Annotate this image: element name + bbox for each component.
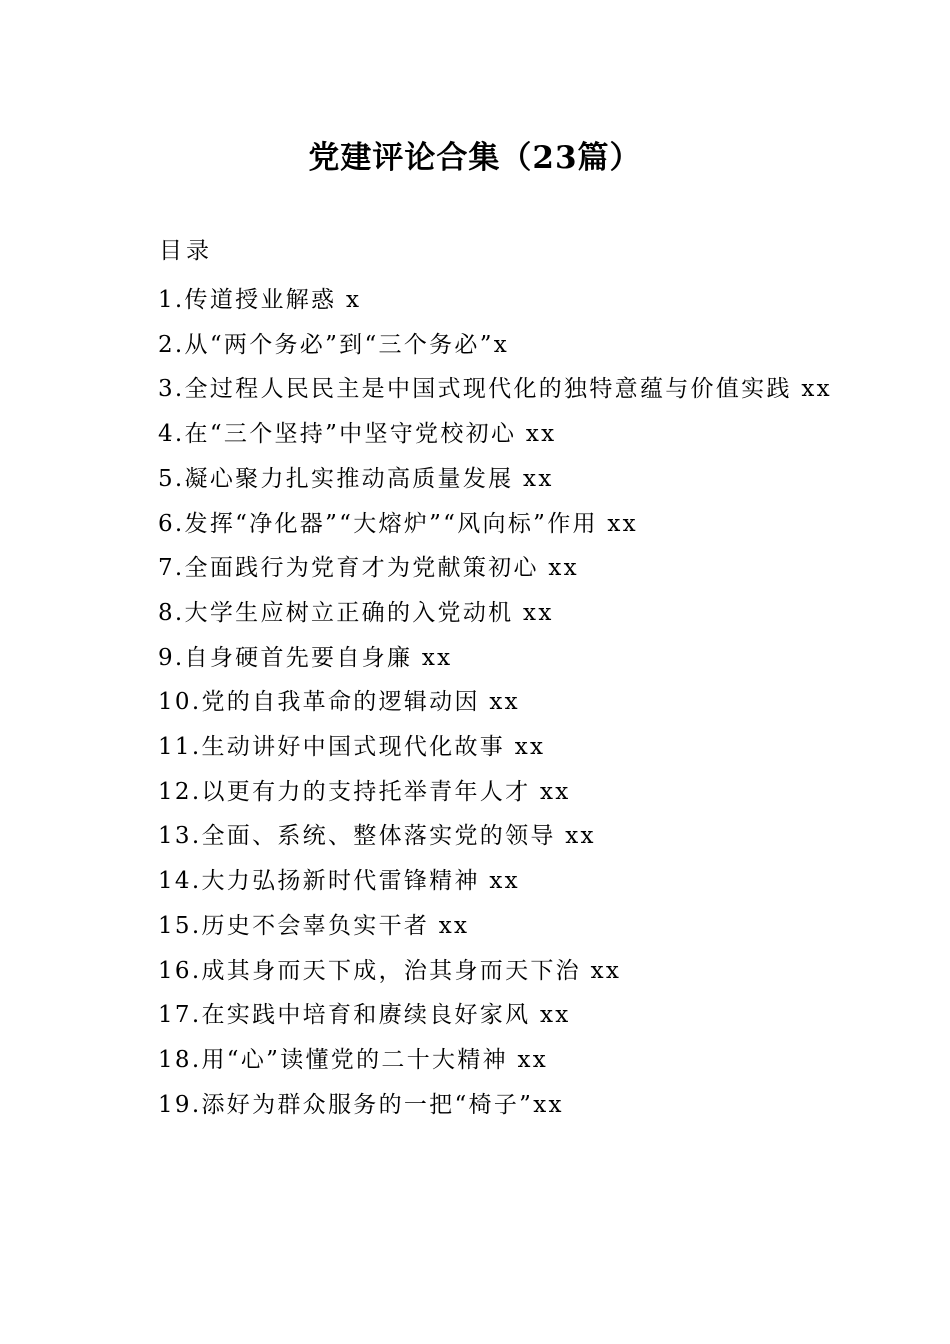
toc-item: 19.添好为群众服务的一把“椅子”xx	[158, 1091, 564, 1118]
toc-item: 14.大力弘扬新时代雷锋精神 xx	[158, 868, 520, 895]
toc-item: 13.全面、系统、整体落实党的领导 xx	[158, 823, 596, 850]
toc-item: 18.用“心”读懂党的二十大精神 xx	[158, 1046, 549, 1073]
toc-item: 1.传道授业解惑 x	[158, 287, 362, 313]
toc-item: 5.凝心聚力扎实推动高质量发展 xx	[158, 465, 554, 492]
toc-item: 3.全过程人民民主是中国式现代化的独特意蕴与价值实践 xx	[158, 376, 832, 403]
table-of-contents	[117, 278, 837, 1127]
toc-item: 8.大学生应树立正确的入党动机 xx	[158, 599, 554, 626]
toc-item: 16.成其身而天下成，治其身而天下治 xx	[158, 957, 622, 984]
toc-item: 7.全面践行为党育才为党献策初心 xx	[158, 555, 579, 582]
toc-item: 15.历史不会辜负实干者 xx	[158, 912, 470, 939]
toc-item: 6.发挥“净化器”“大熔炉”“风向标”作用 xx	[158, 510, 638, 537]
toc-item: 2.从“两个务必”到“三个务必”x	[158, 331, 510, 358]
toc-item: 11.生动讲好中国式现代化故事 xx	[158, 734, 546, 761]
toc-item: 4.在“三个坚持”中坚守党校初心 xx	[158, 421, 557, 448]
toc-item: 17.在实践中培育和赓续良好家风 xx	[158, 1002, 571, 1029]
toc-item: 9.自身硬首先要自身廉 xx	[158, 644, 453, 671]
toc-heading: 目录	[159, 238, 213, 264]
document-title: 党建评论合集（23篇）	[308, 140, 642, 176]
toc-item: 12.以更有力的支持托举青年人才 xx	[158, 778, 571, 805]
toc-item: 10.党的自我革命的逻辑动因 xx	[158, 689, 520, 716]
